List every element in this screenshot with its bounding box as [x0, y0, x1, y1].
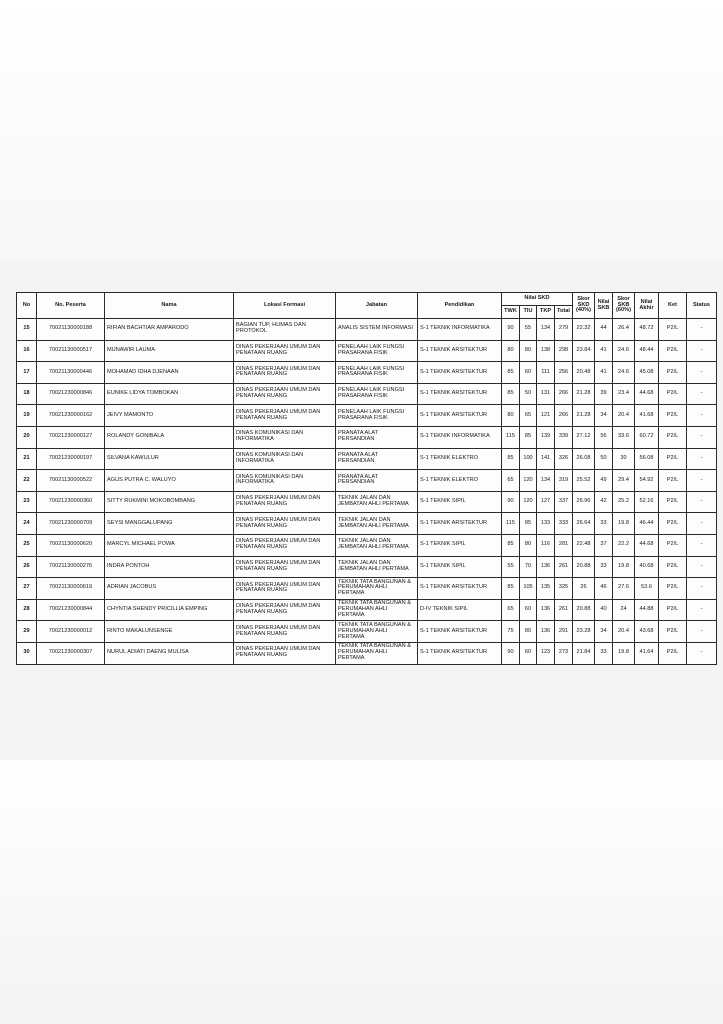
cell-nilai-skb: 42: [595, 491, 613, 513]
cell-lokasi-formasi: DINAS PEKERJAAN UMUM DAN PENATAAN RUANG: [234, 491, 336, 513]
cell-nama: RINTO MAKALUNSENGE: [105, 621, 234, 643]
cell-total: 326: [555, 448, 573, 470]
cell-ket: P2/L: [659, 319, 687, 341]
cell-tiu: 100: [520, 448, 537, 470]
cell-tkp: 131: [537, 383, 555, 405]
cell-nilai-skb: 37: [595, 534, 613, 556]
header-no: No: [17, 293, 37, 319]
cell-no: 30: [17, 642, 37, 664]
cell-twk: 65: [502, 599, 520, 621]
cell-no: 27: [17, 578, 37, 600]
cell-tiu: 60: [520, 599, 537, 621]
cell-twk: 55: [502, 556, 520, 578]
cell-no-peserta: 70021230000709: [37, 513, 105, 535]
cell-twk: 115: [502, 513, 520, 535]
cell-nilai-akhir: 53.6: [635, 578, 659, 600]
cell-twk: 80: [502, 405, 520, 427]
cell-ket: P2/L: [659, 383, 687, 405]
cell-jabatan: TEKNIK TATA BANGUNAN & PERUMAHAN AHLI PERTAMA: [336, 599, 418, 621]
header-total: Total: [555, 306, 573, 319]
cell-total: 266: [555, 405, 573, 427]
cell-status: -: [687, 470, 717, 492]
cell-ket: P2/L: [659, 578, 687, 600]
cell-no: 17: [17, 362, 37, 384]
cell-tkp: 111: [537, 362, 555, 384]
cell-nilai-akhir: 52.16: [635, 491, 659, 513]
cell-status: -: [687, 448, 717, 470]
cell-tiu: 60: [520, 362, 537, 384]
header-jabatan: Jabatan: [336, 293, 418, 319]
cell-twk: 90: [502, 319, 520, 341]
table-row: [17, 642, 717, 664]
cell-ket: P2/L: [659, 599, 687, 621]
cell-pendidikan: D-IV TEKNIK SIPIL: [418, 599, 502, 621]
cell-total: 266: [555, 383, 573, 405]
cell-no-peserta: 70021230000197: [37, 448, 105, 470]
cell-nilai-skb: 44: [595, 319, 613, 341]
cell-skor-skd: 22.48: [573, 534, 595, 556]
cell-tkp: 123: [537, 642, 555, 664]
header-tkp: TKP: [537, 306, 555, 319]
cell-ket: P2/L: [659, 642, 687, 664]
cell-skor-skd: 27.12: [573, 426, 595, 448]
cell-pendidikan: S-1 TEKNIK ARSITEKTUR: [418, 621, 502, 643]
cell-total: 298: [555, 340, 573, 362]
cell-nama: ROLANDY GONIBALA: [105, 426, 234, 448]
cell-skor-skb: 27.6: [613, 578, 635, 600]
table-body: [17, 319, 717, 665]
cell-skor-skb: 33.6: [613, 426, 635, 448]
cell-skor-skd: 21.28: [573, 383, 595, 405]
cell-nilai-skb: 41: [595, 362, 613, 384]
cell-nilai-skb: 40: [595, 599, 613, 621]
header-twk: TWK: [502, 306, 520, 319]
cell-jabatan: PRANATA ALAT PERSANDIAN: [336, 448, 418, 470]
cell-ket: P2/L: [659, 448, 687, 470]
cell-pendidikan: S-1 TEKNIK ARSITEKTUR: [418, 362, 502, 384]
cell-total: 273: [555, 642, 573, 664]
cell-no: 19: [17, 405, 37, 427]
cell-skor-skd: 20.48: [573, 362, 595, 384]
cell-total: 325: [555, 578, 573, 600]
cell-lokasi-formasi: DINAS PEKERJAAN UMUM DAN PENATAAN RUANG: [234, 556, 336, 578]
cell-nilai-akhir: 48.72: [635, 319, 659, 341]
cell-jabatan: TEKNIK TATA BANGUNAN & PERUMAHAN AHLI PERTAMA: [336, 642, 418, 664]
cell-status: -: [687, 556, 717, 578]
cell-ket: P2/L: [659, 556, 687, 578]
table-row: [17, 534, 717, 556]
header-ket: Ket: [659, 293, 687, 319]
cell-nama: RIFIAN BACHTIAR AMPARODO: [105, 319, 234, 341]
cell-jabatan: TEKNIK TATA BANGUNAN & PERUMAHAN AHLI PERTAMA: [336, 578, 418, 600]
cell-lokasi-formasi: BAGIAN TUP, HUMAS DAN PROTOKOL: [234, 319, 336, 341]
cell-pendidikan: S-1 TEKNIK ARSITEKTUR: [418, 340, 502, 362]
cell-jabatan: PRANATA ALAT PERSANDIAN: [336, 470, 418, 492]
cell-no-peserta: 70021230000360: [37, 491, 105, 513]
cell-nama: MOHAMAD IDHA DJENAAN: [105, 362, 234, 384]
cell-total: 279: [555, 319, 573, 341]
cell-skor-skd: 20.88: [573, 556, 595, 578]
cell-tiu: 80: [520, 621, 537, 643]
cell-skor-skb: 23.4: [613, 383, 635, 405]
cell-skor-skd: 23.84: [573, 340, 595, 362]
cell-jabatan: PRANATA ALAT PERSANDIAN: [336, 426, 418, 448]
cell-nama: EUNIKE LIDYA TOMBOKAN: [105, 383, 234, 405]
cell-skor-skd: 26.64: [573, 513, 595, 535]
cell-tiu: 80: [520, 534, 537, 556]
cell-twk: 85: [502, 383, 520, 405]
cell-tkp: 121: [537, 405, 555, 427]
cell-ket: P2/L: [659, 621, 687, 643]
cell-skor-skb: 26.4: [613, 319, 635, 341]
cell-nilai-akhir: 56.08: [635, 448, 659, 470]
results-sheet: [16, 292, 716, 665]
cell-nilai-akhir: 41.68: [635, 405, 659, 427]
cell-skor-skb: 25.2: [613, 491, 635, 513]
cell-skor-skb: 24.6: [613, 340, 635, 362]
cell-nilai-akhir: 45.08: [635, 362, 659, 384]
cell-twk: 85: [502, 578, 520, 600]
cell-skor-skd: 21.28: [573, 405, 595, 427]
cell-tkp: 133: [537, 513, 555, 535]
header-nilai-skb: Nilai SKB: [595, 293, 613, 319]
cell-nilai-skb: 49: [595, 470, 613, 492]
cell-ket: P2/L: [659, 362, 687, 384]
cell-tiu: 120: [520, 470, 537, 492]
cell-twk: 85: [502, 362, 520, 384]
cell-no-peserta: 70021130000522: [37, 470, 105, 492]
cell-nama: MARCYL MICHAEL POWA: [105, 534, 234, 556]
header-lokasi-formasi: Lokasi Formasi: [234, 293, 336, 319]
cell-no: 26: [17, 556, 37, 578]
table-row: [17, 470, 717, 492]
cell-no-peserta: 70021230000162: [37, 405, 105, 427]
cell-tkp: 136: [537, 621, 555, 643]
table-row: [17, 556, 717, 578]
table-row: [17, 448, 717, 470]
cell-no: 23: [17, 491, 37, 513]
cell-total: 281: [555, 534, 573, 556]
cell-twk: 65: [502, 470, 520, 492]
cell-nilai-akhir: 40.68: [635, 556, 659, 578]
cell-lokasi-formasi: DINAS PEKERJAAN UMUM DAN PENATAAN RUANG: [234, 405, 336, 427]
cell-tkp: 116: [537, 534, 555, 556]
cell-lokasi-formasi: DINAS PEKERJAAN UMUM DAN PENATAAN RUANG: [234, 578, 336, 600]
cell-lokasi-formasi: DINAS PEKERJAAN UMUM DAN PENATAAN RUANG: [234, 383, 336, 405]
cell-lokasi-formasi: DINAS KOMUNIKASI DAN INFORMATIKA: [234, 470, 336, 492]
cell-tkp: 141: [537, 448, 555, 470]
cell-skor-skb: 24: [613, 599, 635, 621]
cell-no-peserta: 70021130000517: [37, 340, 105, 362]
cell-jabatan: TEKNIK JALAN DAN JEMBATAN AHLI PERTAMA: [336, 534, 418, 556]
cell-tkp: 138: [537, 340, 555, 362]
cell-nilai-skb: 39: [595, 383, 613, 405]
cell-jabatan: PENELAAH LAIK FUNGSI PRASARANA FISIK: [336, 340, 418, 362]
cell-nilai-akhir: 43.68: [635, 621, 659, 643]
cell-status: -: [687, 405, 717, 427]
cell-no-peserta: 70021230000307: [37, 642, 105, 664]
cell-ket: P2/L: [659, 405, 687, 427]
cell-no-peserta: 70021130000620: [37, 534, 105, 556]
cell-skor-skd: 26.96: [573, 491, 595, 513]
cell-tkp: 134: [537, 319, 555, 341]
cell-twk: 85: [502, 448, 520, 470]
header-status: Status: [687, 293, 717, 319]
cell-tiu: 70: [520, 556, 537, 578]
cell-nilai-akhir: 54.92: [635, 470, 659, 492]
table-row: [17, 491, 717, 513]
cell-total: 261: [555, 556, 573, 578]
cell-no-peserta: 70021230000127: [37, 426, 105, 448]
header-nama: Nama: [105, 293, 234, 319]
cell-skor-skb: 24.6: [613, 362, 635, 384]
page-top-margin: [0, 0, 723, 260]
cell-skor-skb: 30: [613, 448, 635, 470]
header-nilai-akhir: Nilai Akhir: [635, 293, 659, 319]
cell-skor-skd: 22.32: [573, 319, 595, 341]
cell-tiu: 105: [520, 578, 537, 600]
cell-tiu: 50: [520, 383, 537, 405]
cell-lokasi-formasi: DINAS KOMUNIKASI DAN INFORMATIKA: [234, 426, 336, 448]
cell-no: 22: [17, 470, 37, 492]
table-row: [17, 599, 717, 621]
cell-jabatan: PENELAAH LAIK FUNGSI PRASARANA FISIK: [336, 405, 418, 427]
cell-twk: 90: [502, 642, 520, 664]
cell-skor-skd: 25.52: [573, 470, 595, 492]
cell-tiu: 55: [520, 319, 537, 341]
cell-jabatan: TEKNIK JALAN DAN JEMBATAN AHLI PERTAMA: [336, 556, 418, 578]
cell-nilai-skb: 34: [595, 405, 613, 427]
cell-nilai-skb: 41: [595, 340, 613, 362]
table-row: [17, 405, 717, 427]
cell-nama: SITTY RUKMINI MOKOBOMBANG: [105, 491, 234, 513]
cell-status: -: [687, 426, 717, 448]
cell-no-peserta: 70021130000446: [37, 362, 105, 384]
cell-lokasi-formasi: DINAS PEKERJAAN UMUM DAN PENATAAN RUANG: [234, 534, 336, 556]
cell-jabatan: ANALIS SISTEM INFORMASI: [336, 319, 418, 341]
cell-status: -: [687, 621, 717, 643]
cell-nilai-skb: 56: [595, 426, 613, 448]
cell-status: -: [687, 340, 717, 362]
cell-tkp: 139: [537, 426, 555, 448]
cell-tkp: 136: [537, 556, 555, 578]
cell-no: 25: [17, 534, 37, 556]
cell-jabatan: PENELAAH LAIK FUNGSI PRASARANA FISIK: [336, 383, 418, 405]
cell-no-peserta: 70021130000276: [37, 556, 105, 578]
cell-nama: NURUL ADIATI DAENG MULISA: [105, 642, 234, 664]
cell-pendidikan: S-1 TEKNIK ARSITEKTUR: [418, 383, 502, 405]
cell-nama: INDRA PONTOH: [105, 556, 234, 578]
cell-nilai-akhir: 44.68: [635, 534, 659, 556]
cell-nama: MUNAWIR LAUMA: [105, 340, 234, 362]
cell-jabatan: TEKNIK JALAN DAN JEMBATAN AHLI PERTAMA: [336, 491, 418, 513]
cell-skor-skb: 20.4: [613, 621, 635, 643]
cell-pendidikan: S-1 TEKNIK ARSITEKTUR: [418, 405, 502, 427]
cell-skor-skb: 29.4: [613, 470, 635, 492]
cell-skor-skb: 19.8: [613, 642, 635, 664]
cell-skor-skb: 19.8: [613, 513, 635, 535]
cell-skor-skb: 22.2: [613, 534, 635, 556]
cell-nilai-skb: 33: [595, 556, 613, 578]
cell-status: -: [687, 513, 717, 535]
header-skor-skb: Skor SKB (60%): [613, 293, 635, 319]
cell-total: 291: [555, 621, 573, 643]
cell-lokasi-formasi: DINAS PEKERJAAN UMUM DAN PENATAAN RUANG: [234, 642, 336, 664]
cell-twk: 80: [502, 340, 520, 362]
cell-total: 256: [555, 362, 573, 384]
cell-tkp: 134: [537, 470, 555, 492]
cell-nilai-skb: 46: [595, 578, 613, 600]
cell-ket: P2/L: [659, 426, 687, 448]
table-row: [17, 621, 717, 643]
table-row: [17, 319, 717, 341]
cell-pendidikan: S-1 TEKNIK SIPIL: [418, 534, 502, 556]
cell-skor-skb: 20.4: [613, 405, 635, 427]
cell-status: -: [687, 383, 717, 405]
cell-tiu: 120: [520, 491, 537, 513]
cell-lokasi-formasi: DINAS PEKERJAAN UMUM DAN PENATAAN RUANG: [234, 362, 336, 384]
cell-status: -: [687, 599, 717, 621]
table-header: [17, 293, 717, 319]
cell-tiu: 60: [520, 642, 537, 664]
cell-ket: P2/L: [659, 470, 687, 492]
cell-tiu: 80: [520, 340, 537, 362]
cell-status: -: [687, 578, 717, 600]
cell-lokasi-formasi: DINAS PEKERJAAN UMUM DAN PENATAAN RUANG: [234, 599, 336, 621]
cell-lokasi-formasi: DINAS KOMUNIKASI DAN INFORMATIKA: [234, 448, 336, 470]
cell-no: 18: [17, 383, 37, 405]
cell-tkp: 127: [537, 491, 555, 513]
cell-status: -: [687, 319, 717, 341]
cell-nama: CHYNTIA SHENDY PRICILLIA EMPING: [105, 599, 234, 621]
cell-skor-skd: 21.84: [573, 642, 595, 664]
cell-ket: P2/L: [659, 513, 687, 535]
cell-no-peserta: 70021130000188: [37, 319, 105, 341]
cell-twk: 90: [502, 491, 520, 513]
cell-nilai-akhir: 48.44: [635, 340, 659, 362]
cell-nama: SILVANA KAWULUR: [105, 448, 234, 470]
table-row: [17, 340, 717, 362]
cell-no: 28: [17, 599, 37, 621]
cell-no: 15: [17, 319, 37, 341]
cell-no: 16: [17, 340, 37, 362]
cell-pendidikan: S-1 TEKNIK ELEKTRO: [418, 448, 502, 470]
cell-tiu: 85: [520, 426, 537, 448]
cell-pendidikan: S-1 TEKNIK ELEKTRO: [418, 470, 502, 492]
cell-jabatan: TEKNIK JALAN DAN JEMBATAN AHLI PERTAMA: [336, 513, 418, 535]
cell-no: 24: [17, 513, 37, 535]
cell-pendidikan: S-1 TEKNIK ARSITEKTUR: [418, 513, 502, 535]
cell-pendidikan: S-1 TEKNIK SIPIL: [418, 491, 502, 513]
cell-status: -: [687, 642, 717, 664]
cell-nilai-akhir: 46.44: [635, 513, 659, 535]
cell-nilai-akhir: 44.68: [635, 383, 659, 405]
cell-skor-skb: 19.8: [613, 556, 635, 578]
cell-lokasi-formasi: DINAS PEKERJAAN UMUM DAN PENATAAN RUANG: [234, 513, 336, 535]
cell-nilai-skb: 50: [595, 448, 613, 470]
cell-twk: 115: [502, 426, 520, 448]
header-nilai-skd: Nilai SKD: [502, 293, 573, 306]
header-skor-skd: Skor SKD (40%): [573, 293, 595, 319]
cell-tkp: 135: [537, 578, 555, 600]
cell-status: -: [687, 362, 717, 384]
cell-no-peserta: 70021230000012: [37, 621, 105, 643]
cell-nilai-skb: 33: [595, 513, 613, 535]
cell-tiu: 65: [520, 405, 537, 427]
cell-total: 319: [555, 470, 573, 492]
table-row: [17, 362, 717, 384]
cell-total: 339: [555, 426, 573, 448]
cell-jabatan: TEKNIK TATA BANGUNAN & PERUMAHAN AHLI PERTAMA: [336, 621, 418, 643]
cell-pendidikan: S-1 TEKNIK ARSITEKTUR: [418, 642, 502, 664]
cell-jabatan: PENELAAH LAIK FUNGSI PRASARANA FISIK: [336, 362, 418, 384]
cell-twk: 85: [502, 534, 520, 556]
page-bottom-margin: [0, 760, 723, 1024]
cell-nilai-akhir: 41.64: [635, 642, 659, 664]
table-row: [17, 513, 717, 535]
cell-no: 21: [17, 448, 37, 470]
cell-pendidikan: S-1 TEKNIK INFORMATIKA: [418, 319, 502, 341]
cell-tiu: 85: [520, 513, 537, 535]
cell-nama: ADRIAN JACOBUS: [105, 578, 234, 600]
cell-skor-skd: 26.08: [573, 448, 595, 470]
cell-no: 20: [17, 426, 37, 448]
cell-total: 261: [555, 599, 573, 621]
cell-skor-skd: 26: [573, 578, 595, 600]
cell-total: 337: [555, 491, 573, 513]
cell-status: -: [687, 534, 717, 556]
cell-status: -: [687, 491, 717, 513]
cell-no-peserta: 70021230000844: [37, 599, 105, 621]
cell-pendidikan: S-1 TEKNIK INFORMATIKA: [418, 426, 502, 448]
cell-nilai-akhir: 60.72: [635, 426, 659, 448]
cell-tkp: 136: [537, 599, 555, 621]
cell-pendidikan: S-1 TEKNIK ARSITEKTUR: [418, 578, 502, 600]
cell-no-peserta: 70021130000619: [37, 578, 105, 600]
cell-no-peserta: 70021230000846: [37, 383, 105, 405]
cell-nama: JEIVY MAMONTO: [105, 405, 234, 427]
cell-ket: P2/L: [659, 491, 687, 513]
cell-total: 333: [555, 513, 573, 535]
table-row: [17, 426, 717, 448]
cell-twk: 75: [502, 621, 520, 643]
cell-pendidikan: S-1 TEKNIK SIPIL: [418, 556, 502, 578]
table-row: [17, 578, 717, 600]
cell-ket: P2/L: [659, 340, 687, 362]
cell-skor-skd: 23.28: [573, 621, 595, 643]
header-pendidikan: Pendidikan: [418, 293, 502, 319]
cell-nama: SEYSI MANGGALUPANG: [105, 513, 234, 535]
cell-nilai-skb: 34: [595, 621, 613, 643]
cell-lokasi-formasi: DINAS PEKERJAAN UMUM DAN PENATAAN RUANG: [234, 621, 336, 643]
results-table: [16, 292, 717, 665]
table-row: [17, 383, 717, 405]
cell-nilai-skb: 33: [595, 642, 613, 664]
header-no-peserta: No. Peserta: [37, 293, 105, 319]
cell-nama: AGUS PUTRA C. WALUYO: [105, 470, 234, 492]
cell-nilai-akhir: 44.88: [635, 599, 659, 621]
header-tiu: TIU: [520, 306, 537, 319]
cell-lokasi-formasi: DINAS PEKERJAAN UMUM DAN PENATAAN RUANG: [234, 340, 336, 362]
cell-no: 29: [17, 621, 37, 643]
cell-ket: P2/L: [659, 534, 687, 556]
cell-skor-skd: 20.88: [573, 599, 595, 621]
